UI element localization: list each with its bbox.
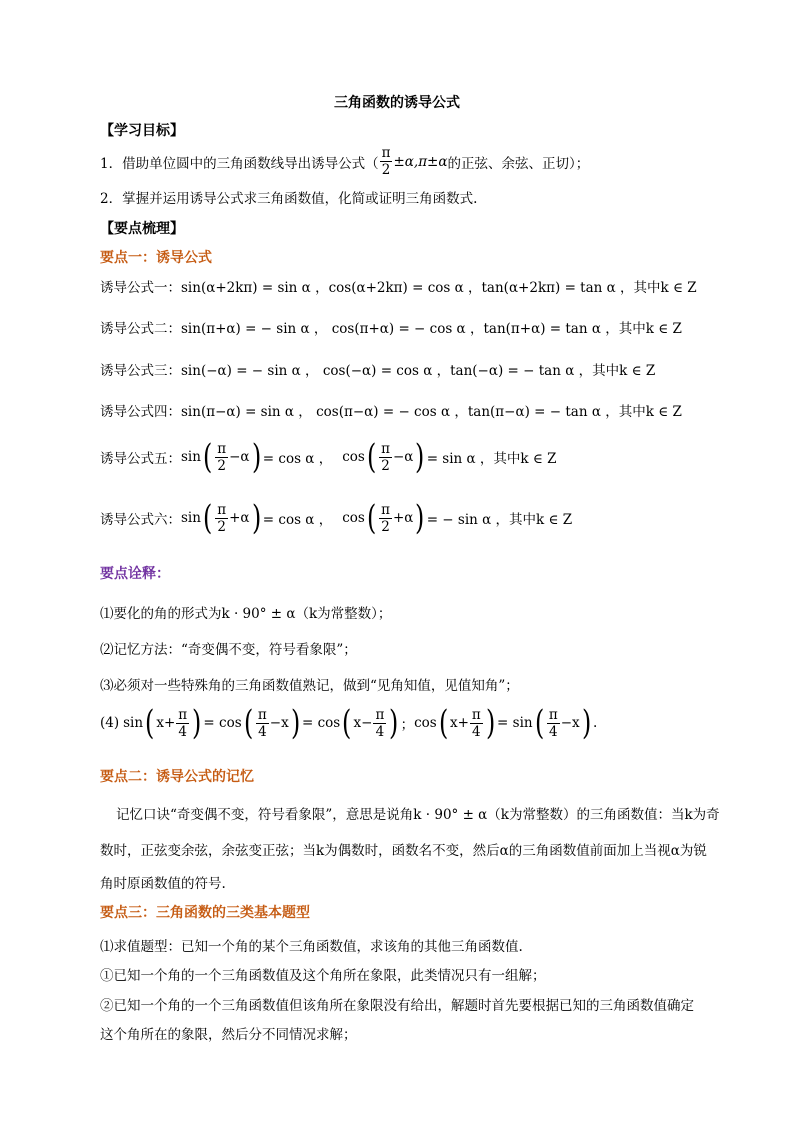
point-1-heading: 要点一：诱导公式 xyxy=(100,250,212,266)
objective-1 xyxy=(100,145,589,178)
point-2-heading: 要点二：诱导公式的记忆 xyxy=(100,769,254,785)
objective-2: 2．掌握并运用诱导公式求三角函数值，化简或证明三角函数式. xyxy=(100,191,478,207)
objective-1-suffix: 的正弦、余弦、正切）； xyxy=(447,155,590,172)
fraction-pi-over-4: $\frac{\pi}{4}$ xyxy=(257,706,267,740)
point-3-line-1: ⑴求值题型：已知一个角的某个三角函数值，求该角的其他三角函数值. xyxy=(100,939,523,955)
formula-4: 诱导公式四：sin(π−α) = sin α ， cos(π−α) = − cos α ，tan(π−α) = − tan α ，其中k ∈ Z xyxy=(100,404,682,420)
point-3-heading: 要点三：三角函数的三类基本题型 xyxy=(100,905,310,921)
fraction-pi-over-4: $\frac{\pi}{4}$ xyxy=(471,706,481,740)
fraction-pi-over-2: $\frac{\pi}{2}$ xyxy=(381,501,390,535)
note-3: ⑶必须对一些特殊角的三角函数值熟记，做到“见角知值，见值知角”； xyxy=(100,678,519,694)
point-2-line-1: 记忆口诀“奇变偶不变，符号看象限”，意思是说角k · 90° ± α（k为常整数）的三角函数值：当k为奇 xyxy=(116,807,720,823)
point-3-line-2: ①已知一个角的一个三角函数值及这个角所在象限，此类情况只有一组解； xyxy=(100,968,546,984)
section-objectives: 【学习目标】 xyxy=(100,123,184,139)
fraction-pi-over-2: $\frac{\pi}{2}$ xyxy=(217,501,227,535)
fraction-pi-over-4: $\frac{\pi}{4}$ xyxy=(178,706,188,740)
section-points: 【要点梳理】 xyxy=(100,221,184,237)
note-2: ⑵记忆方法：“奇变偶不变，符号看象限”； xyxy=(100,642,357,658)
objective-1-prefix: 1．借助单位圆中的三角函数线导出诱导公式（ xyxy=(100,155,379,172)
point-2-line-3: 角时原函数值的符号. xyxy=(100,876,226,892)
objective-1-expr: ±α,π±α xyxy=(393,153,448,170)
point-3-line-3: ②已知一个角的一个三角函数值但该角所在象限没有给出，解题时首先要根据已知的三角函数值确定 xyxy=(100,998,694,1014)
note-1: ⑴要化的角的形式为k · 90° ± α（k为常整数）； xyxy=(100,606,392,622)
note-heading: 要点诠释： xyxy=(100,566,170,582)
page-title: 三角函数的诱导公式 xyxy=(334,95,460,111)
formula-1: 诱导公式一：sin(α+2kπ) = sin α ，cos(α+2kπ) = cos α ，tan(α+2kπ) = tan α ，其中k ∈ Z xyxy=(100,280,697,296)
formula-3: 诱导公式三：sin(−α) = − sin α ， cos(−α) = cos α ，tan(−α) = − tan α ，其中k ∈ Z xyxy=(100,363,656,379)
note-4: (4) sin ( x+ $\frac{\pi}{4}$ ) = cos ( $\frac{\pi}{4}$ −x ) = cos ( x− $\frac{\pi}{4}$ ) ； cos ( x+ $\frac{\pi}{4}$ ) = sin ( $\frac{\pi}{4}$ −x ) . xyxy=(100,703,598,743)
formula-6: 诱导公式六： sin ( $\frac{\pi}{2}$ +α ) = cos α ， cos ( $\frac{\pi}{2}$ +α ) = − sin α ，其中k ∈ Z xyxy=(100,498,573,538)
point-2-line-2: 数时，正弦变余弦，余弦变正弦；当k为偶数时，函数名不变，然后α的三角函数值前面加上当视α为锐 xyxy=(100,843,707,859)
point-3-line-4: 这个角所在的象限，然后分不同情况求解； xyxy=(100,1027,357,1043)
fraction-pi-over-4: $\frac{\pi}{4}$ xyxy=(548,706,558,740)
fraction-pi-over-2: $\frac{\pi}{2}$ xyxy=(217,440,227,474)
formula-5: 诱导公式五： sin ( $\frac{\pi}{2}$ −α ) = cos α ， cos ( $\frac{\pi}{2}$ −α ) = sin α ，其中k ∈ Z xyxy=(100,437,557,477)
fraction-pi-over-2: $\frac{\pi}{2}$ xyxy=(381,440,390,474)
fraction-pi-over-4: $\frac{\pi}{4}$ xyxy=(375,706,385,740)
formula-2: 诱导公式二：sin(π+α) = − sin α ， cos(π+α) = − cos α ，tan(π+α) = tan α ，其中k ∈ Z xyxy=(100,321,682,337)
fraction-pi-over-2: $\frac{\pi}{2}$ xyxy=(381,145,391,178)
